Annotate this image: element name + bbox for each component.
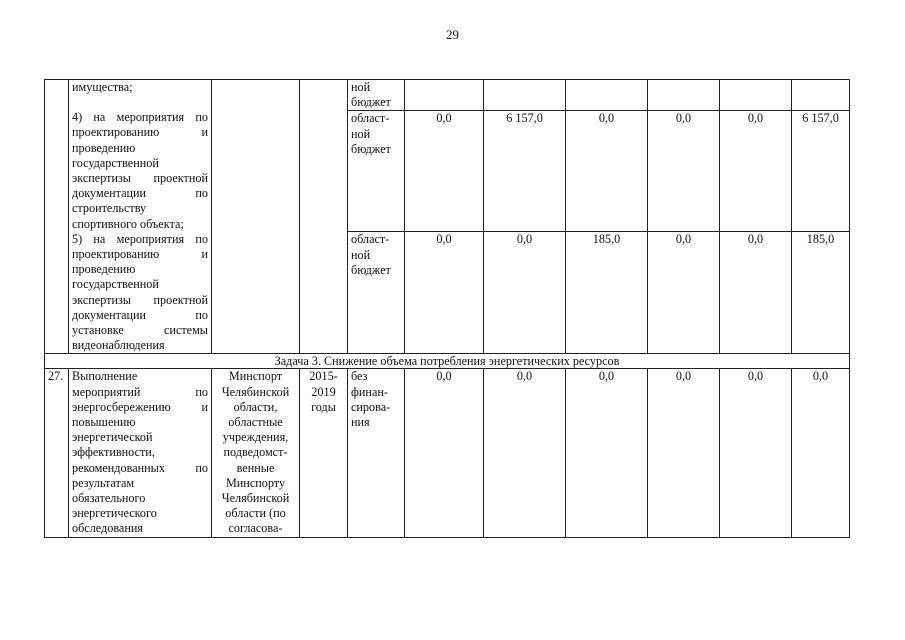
measure-name-cell: Выполнение мероприятий по энергосбережению и повышению энергетической эффективности, рекомендованных по результатам обязательного энергетического обследования [69, 369, 212, 537]
table-row [45, 369, 850, 537]
value-cell: 0,0 [648, 111, 720, 232]
value-cell: 0,0 [648, 369, 720, 537]
value-cell: 0,0 [405, 369, 484, 537]
value-cell: 0,0 [405, 232, 484, 354]
period-cell: 2015- 2019 годы [300, 369, 348, 537]
value-cell: 185,0 [792, 232, 850, 354]
value-cell: 0,0 [648, 232, 720, 354]
program-table [44, 79, 850, 538]
value-cell: 6 157,0 [792, 111, 850, 232]
source-cell: област- ной бюджет [348, 111, 405, 232]
executor-cell [212, 80, 300, 354]
value-cell: 0,0 [720, 232, 792, 354]
value-cell: 6 157,0 [484, 111, 566, 232]
value-cell: 0,0 [720, 369, 792, 537]
value-cell: 0,0 [566, 369, 648, 537]
task-heading: Задача 3. Снижение объема потребления энергетических ресурсов [45, 354, 850, 369]
source-cell: област- ной бюджет [348, 232, 405, 354]
page-number: 29 [446, 27, 459, 42]
table-row [45, 80, 850, 111]
measure-item: имущества; [72, 80, 133, 94]
value-cell: 0,0 [405, 111, 484, 232]
value-cell: 0,0 [566, 111, 648, 232]
period-cell [300, 80, 348, 354]
source-cell: ной бюджет [348, 80, 405, 111]
value-cell: 185,0 [566, 232, 648, 354]
source-cell: без финан- сирова- ния [348, 369, 405, 537]
value-cell: 0,0 [720, 111, 792, 232]
number-cell: 27. [45, 369, 69, 537]
value-cell: 0,0 [484, 232, 566, 354]
measure-item: 5) на мероприятия по проектированию и проведению государственной экспертизы проектной документации по установке системы видеонаблюдения [72, 231, 208, 353]
executor-cell: Минспорт Челябинской области, областные учреждения, подведомст-венные Минспорту Челябинской области (по согласова- [212, 369, 300, 537]
task-heading-row [45, 354, 850, 369]
value-cell: 0,0 [792, 369, 850, 537]
measure-name-cell [69, 80, 212, 354]
measure-item: 4) на мероприятия по проектированию и проведению государственной экспертизы проектной документации по строительству спортивного объекта; [72, 110, 208, 231]
number-cell [45, 80, 69, 354]
value-cell: 0,0 [484, 369, 566, 537]
